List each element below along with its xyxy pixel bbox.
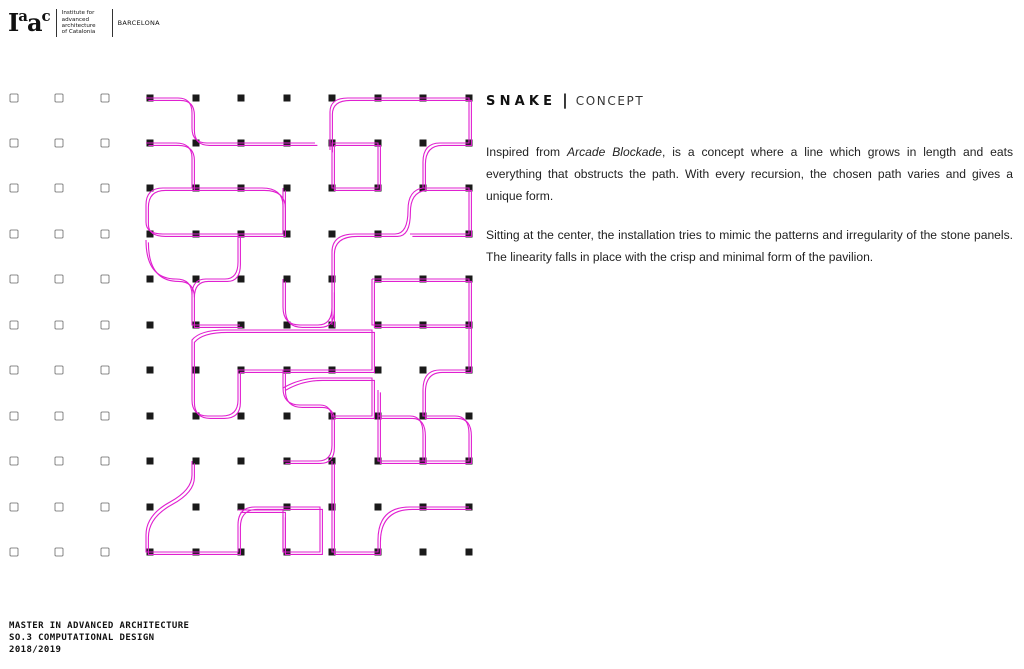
empty-node <box>101 548 109 556</box>
filled-node <box>238 413 245 420</box>
title-separator: | <box>562 91 568 109</box>
title-concept: CONCEPT <box>575 94 645 108</box>
snake-path-offset <box>240 512 285 554</box>
logo-wordmark: $I^aa^c$ <box>8 7 50 37</box>
filled-node <box>147 458 154 465</box>
empty-node <box>101 503 109 511</box>
snake-path-offset <box>334 145 380 190</box>
snake-path-offset <box>285 281 334 327</box>
snake-path-offset <box>194 332 374 418</box>
empty-node <box>55 230 63 238</box>
filled-node <box>284 185 291 192</box>
empty-node <box>10 275 18 283</box>
empty-node <box>55 275 63 283</box>
p1-text-end: , is a concept where a line which grows in length and eats everything that obstructs the path. With every recursion, the chosen path varies and gives a unique form. <box>486 145 1013 203</box>
empty-node <box>10 94 18 102</box>
empty-node <box>10 139 18 147</box>
footer-course: SO.3 COMPUTATIONAL DESIGN <box>9 633 155 643</box>
logo-institute-name: Institute for advanced architecture of Catalonia <box>61 10 96 36</box>
filled-node <box>238 276 245 283</box>
empty-node <box>101 321 109 329</box>
empty-node <box>101 412 109 420</box>
filled-node <box>193 95 200 102</box>
empty-node <box>55 321 63 329</box>
filled-node <box>375 367 382 374</box>
snake-path-offset <box>380 418 425 463</box>
empty-node <box>101 139 109 147</box>
empty-node <box>101 457 109 465</box>
empty-node <box>10 366 18 374</box>
empty-node <box>10 412 18 420</box>
footer-year: 2018/2019 <box>9 645 62 655</box>
logo-city: BARCELONA <box>117 19 160 27</box>
p1-emphasis: Arcade Blockade <box>567 145 662 159</box>
footer-program: MASTER IN ADVANCED ARCHITECTURE <box>9 621 190 631</box>
filled-node <box>329 95 336 102</box>
snake-path-offset <box>194 236 242 327</box>
filled-node <box>420 367 427 374</box>
snake-path-segment <box>332 188 423 325</box>
filled-node <box>193 367 200 374</box>
concept-paragraph-2: Sitting at the center, the installation tries to mimic the patterns and irregularity of the stone panels. The linearity falls in place with the crisp and minimal form of the pavilion. <box>486 228 1013 264</box>
snake-path-offset <box>148 100 317 145</box>
snake-path-segment <box>332 461 469 552</box>
filled-node <box>284 413 291 420</box>
filled-node <box>284 95 291 102</box>
snake-path-segment <box>192 330 372 416</box>
snake-path-segment <box>238 510 283 552</box>
empty-node <box>55 412 63 420</box>
empty-node <box>10 457 18 465</box>
empty-node <box>10 230 18 238</box>
empty-node <box>101 230 109 238</box>
filled-node <box>420 549 427 556</box>
snake-path-offset <box>194 190 285 236</box>
filled-node <box>193 140 200 147</box>
snake-path-segment <box>332 143 378 188</box>
filled-node <box>147 367 154 374</box>
snake-path-offset <box>334 190 425 327</box>
empty-node <box>10 184 18 192</box>
snake-path-segment <box>146 98 315 143</box>
empty-node <box>10 548 18 556</box>
concept-paragraph-1 <box>486 141 1013 207</box>
course-footer <box>9 620 189 656</box>
filled-node <box>466 549 473 556</box>
snake-path-segment <box>378 416 423 461</box>
snake-path-segment <box>372 279 469 325</box>
snake-path-segment <box>330 98 469 234</box>
empty-node <box>10 321 18 329</box>
empty-node <box>55 457 63 465</box>
snake-path-segment <box>192 188 283 234</box>
filled-node <box>147 276 154 283</box>
filled-node <box>193 458 200 465</box>
empty-node <box>101 184 109 192</box>
filled-node <box>147 504 154 511</box>
filled-node <box>238 458 245 465</box>
empty-node <box>55 139 63 147</box>
empty-node <box>55 184 63 192</box>
empty-node <box>55 503 63 511</box>
snake-path-segment <box>283 378 372 416</box>
snake-path-offset <box>334 463 471 554</box>
filled-node <box>238 95 245 102</box>
filled-node <box>375 504 382 511</box>
snake-path-segment <box>283 279 332 325</box>
filled-node <box>284 276 291 283</box>
snake-path-offset <box>148 242 194 297</box>
filled-node <box>193 504 200 511</box>
empty-node <box>55 94 63 102</box>
empty-node <box>101 94 109 102</box>
snake-path-segment <box>146 461 320 552</box>
snake-path-offset <box>374 281 471 327</box>
empty-node <box>101 275 109 283</box>
filled-node <box>193 276 200 283</box>
filled-node <box>466 413 473 420</box>
filled-node <box>420 140 427 147</box>
title-snake: SNAKE <box>486 94 557 109</box>
p1-text-start: Inspired from <box>486 145 568 159</box>
filled-node <box>147 322 154 329</box>
filled-node <box>147 413 154 420</box>
empty-node <box>55 366 63 374</box>
filled-node <box>329 231 336 238</box>
section-title <box>486 91 644 109</box>
empty-node <box>101 366 109 374</box>
snake-path-offset <box>148 463 322 554</box>
empty-node <box>55 548 63 556</box>
snake-path-offset <box>332 100 471 236</box>
empty-node <box>10 503 18 511</box>
